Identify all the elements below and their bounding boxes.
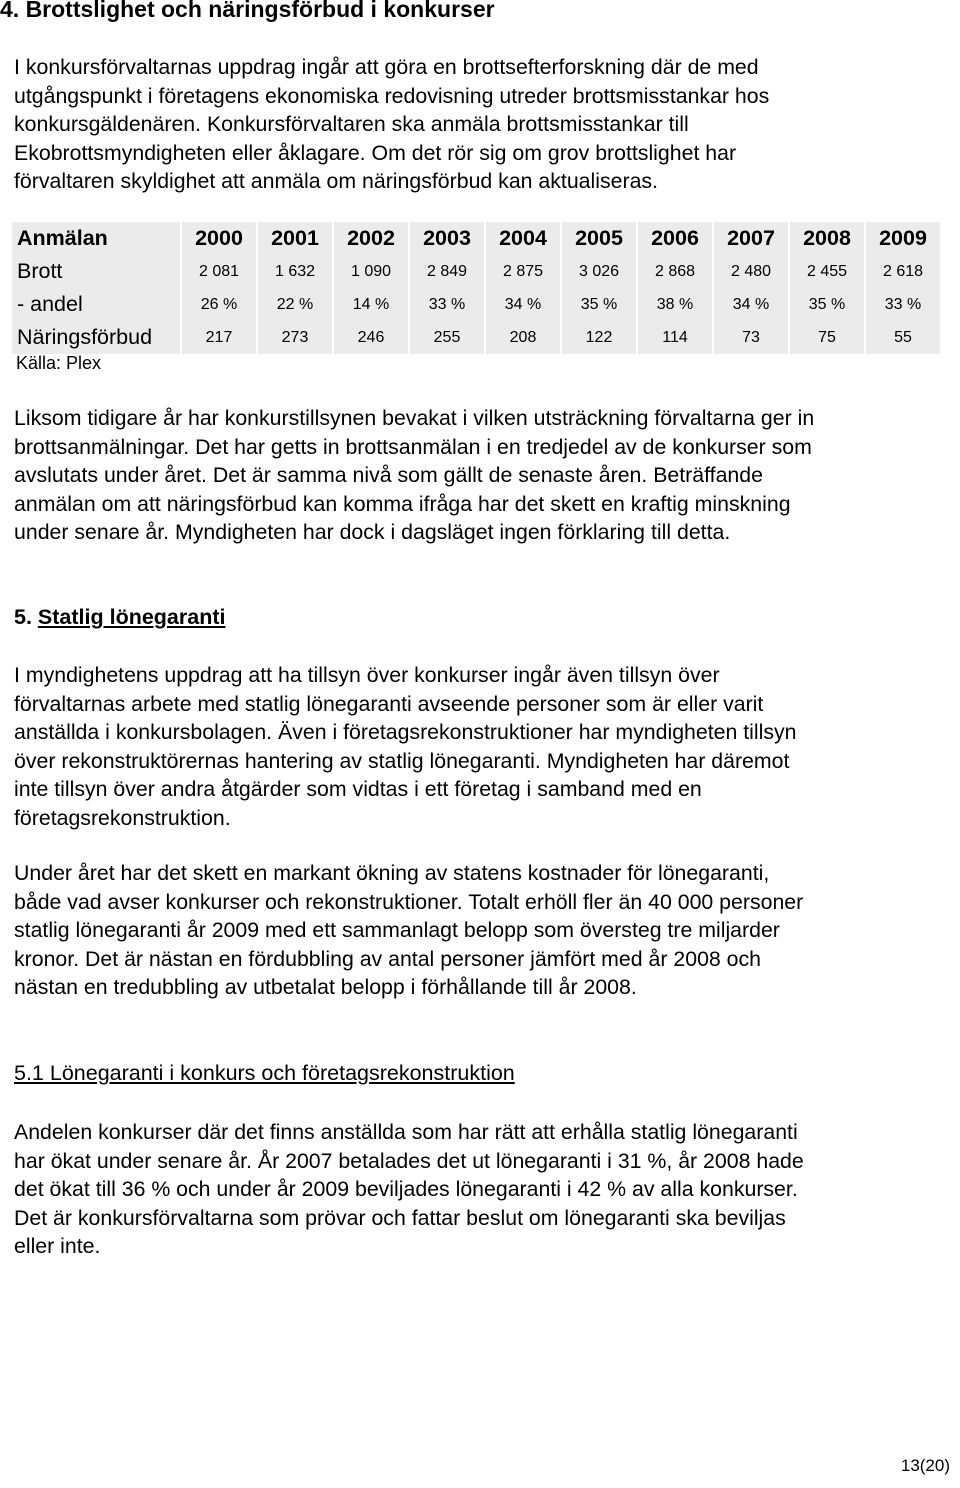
table-cell: 208	[486, 321, 560, 354]
table-row-label: - andel	[12, 288, 180, 321]
text-line: under senare år. Myndigheten har dock i dagsläget ingen förklaring till detta.	[14, 520, 731, 545]
table-header-year: 2000	[182, 222, 256, 255]
text-line: har ökat under senare år. År 2007 betalades det ut lönegaranti i 31 %, år 2008 hade	[14, 1148, 804, 1173]
table-cell: 3 026	[562, 255, 636, 288]
table-cell: 35 %	[562, 288, 636, 321]
statistics-table	[10, 222, 942, 354]
subsection-heading-5-1: 5.1 Lönegaranti i konkurs och företagsrekonstruktion	[14, 1061, 515, 1085]
text-line: avslutats under året. Det är samma nivå som gällt de senaste åren. Beträffande	[14, 463, 763, 488]
text-line: Liksom tidigare år har konkurstillsynen bevakat i vilken utsträckning förvaltarna ger in	[14, 406, 815, 430]
text-line: det ökat till 36 % och under år 2009 beviljades lönegaranti i 42 % av alla konkurser.	[14, 1177, 798, 1202]
crime-reports-paragraph	[14, 404, 954, 547]
table-cell: 217	[182, 321, 256, 354]
table-cell: 75	[790, 321, 864, 354]
table-cell: 55	[866, 321, 940, 354]
text-line: I myndighetens uppdrag att ha tillsyn över konkurser ingår även tillsyn över	[14, 663, 720, 687]
table-row-label: Brott	[12, 255, 180, 288]
intro-paragraph	[14, 53, 954, 196]
table-cell: 122	[562, 321, 636, 354]
text-line: statlig lönegaranti år 2009 med ett sammanlagt belopp som översteg tre miljarder	[14, 918, 780, 943]
section-number: 5.	[14, 605, 32, 629]
table-cell: 2 081	[182, 255, 256, 288]
text-line: eller inte.	[14, 1234, 101, 1259]
text-line: Ekobrottsmyndigheten eller åklagare. Om det rör sig om grov brottslighet har	[14, 140, 737, 165]
table-cell: 26 %	[182, 288, 256, 321]
table-header-year: 2009	[866, 222, 940, 255]
table-cell: 114	[638, 321, 712, 354]
table-cell: 38 %	[638, 288, 712, 321]
table-header-year: 2007	[714, 222, 788, 255]
table-cell: 34 %	[486, 288, 560, 321]
table-row-naringsforbud	[12, 321, 940, 354]
table-cell: 2 849	[410, 255, 484, 288]
table-header-year: 2002	[334, 222, 408, 255]
text-line: Andelen konkurser där det finns anställda som har rätt att erhålla statlig lönegaranti	[14, 1120, 798, 1144]
table-cell: 2 455	[790, 255, 864, 288]
table-cell: 255	[410, 321, 484, 354]
text-line: förvaltarnas arbete med statlig lönegaranti avseende personer som är eller varit	[14, 691, 764, 716]
text-line: nästan en tredubbling av utbetalat belopp i förhållande till år 2008.	[14, 975, 637, 1000]
cost-increase-paragraph	[14, 859, 954, 1002]
table-header-year: 2008	[790, 222, 864, 255]
section-heading-4: 4. Brottslighet och näringsförbud i konkurser	[0, 0, 495, 22]
text-line: I konkursförvaltarnas uppdrag ingår att göra en brottsefterforskning där de med	[14, 55, 759, 79]
text-line: inte tillsyn över andra åtgärder som vidtas i ett företag i samband med en	[14, 777, 702, 802]
page-number: 13(20)	[900, 1456, 950, 1475]
table-row-brott	[12, 255, 940, 288]
text-line: företagsrekonstruktion.	[14, 805, 231, 830]
section-title: Statlig lönegaranti	[37, 605, 226, 629]
table-source-note: Källa: Plex	[16, 353, 102, 373]
table-row-label: Näringsförbud	[12, 321, 180, 354]
table-header-row	[12, 222, 940, 255]
text-line: förvaltaren skyldighet att anmäla om näringsförbud kan aktualiseras.	[14, 169, 658, 194]
table-cell: 246	[334, 321, 408, 354]
table-cell: 22 %	[258, 288, 332, 321]
text-line: kronor. Det är nästan en fördubbling av antal personer jämfört med år 2008 och	[14, 946, 762, 971]
table-cell: 2 868	[638, 255, 712, 288]
table-cell: 35 %	[790, 288, 864, 321]
text-line: utgångspunkt i företagens ekonomiska redovisning utreder brottsmisstankar hos	[14, 83, 770, 108]
table-row-andel	[12, 288, 940, 321]
table-header-year: 2003	[410, 222, 484, 255]
text-line: anställda i konkursbolagen. Även i företagsrekonstruktioner har myndigheten tillsyn	[14, 720, 797, 745]
share-paragraph	[14, 1118, 954, 1261]
table-cell: 14 %	[334, 288, 408, 321]
table-cell: 33 %	[410, 288, 484, 321]
text-line: över rekonstruktörernas hantering av statlig lönegaranti. Myndigheten har däremot	[14, 748, 790, 773]
table-cell: 2 875	[486, 255, 560, 288]
text-line: Det är konkursförvaltarna som prövar och fattar beslut om lönegaranti ska beviljas	[14, 1205, 786, 1230]
table-header-year: 2006	[638, 222, 712, 255]
text-line: anmälan om att näringsförbud kan komma ifråga har det skett en kraftig minskning	[14, 491, 791, 516]
table-cell: 2 480	[714, 255, 788, 288]
table-header-year: 2004	[486, 222, 560, 255]
table-cell: 73	[714, 321, 788, 354]
table-cell: 273	[258, 321, 332, 354]
wage-guarantee-paragraph	[14, 661, 954, 833]
table-cell: 34 %	[714, 288, 788, 321]
text-line: brottsanmälningar. Det har getts in brottsanmälan i en tredjedel av de konkurser som	[14, 434, 812, 459]
table-cell: 33 %	[866, 288, 940, 321]
text-line: Under året har det skett en markant ökning av statens kostnader för lönegaranti,	[14, 861, 770, 885]
table-cell: 1 632	[258, 255, 332, 288]
text-line: konkursgäldenären. Konkursförvaltaren ska anmäla brottsmisstankar till	[14, 112, 689, 137]
table-cell: 1 090	[334, 255, 408, 288]
table-header-year: 2001	[258, 222, 332, 255]
table-header-label: Anmälan	[12, 222, 180, 255]
text-line: både vad avser konkurser och rekonstruktioner. Totalt erhöll fler än 40 000 personer	[14, 889, 804, 914]
section-heading-5	[14, 605, 225, 630]
table-header-year: 2005	[562, 222, 636, 255]
table-cell: 2 618	[866, 255, 940, 288]
